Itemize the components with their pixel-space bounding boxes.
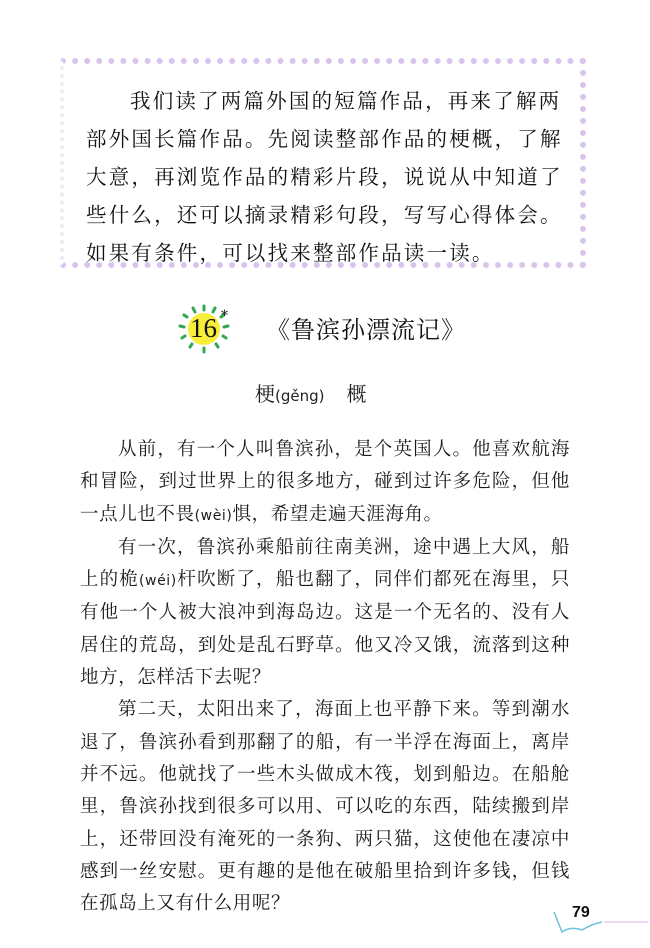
heading-char-2: 概 [346, 382, 367, 406]
synopsis-body [80, 434, 570, 920]
paragraph: 有一次，鲁滨孙乘船前往南美洲，途中遇上大风，船上的桅(wéi)杆吹断了，船也翻了，同伴们都死在海里，只有他一个人被大浪冲到海岛边。这是一个无名的、没有人居住的荒岛，到处是乱石野草。他又冷又饿，流落到这种地方，怎样活下去呢？ [80, 536, 570, 689]
pinyin-annotation: (wèi) [194, 507, 233, 524]
optional-marker: * [221, 308, 228, 324]
lesson-number-badge [178, 304, 236, 354]
lesson-header [0, 302, 650, 354]
lesson-number: 16 [190, 313, 217, 343]
paragraph: 从前，有一个人叫鲁滨孙，是个英国人。他喜欢航海和冒险，到过世界上的很多地方，碰到过许多危险，但他一点儿也不畏(wèi)惧，希望走遍天涯海角。 [80, 439, 570, 525]
intro-text: 我们读了两篇外国的短篇作品，再来了解两部外国长篇作品。先阅读整部作品的梗概，了解大意，再浏览作品的精彩片段，说说从中知道了些什么，还可以摘录精彩句段，写写心得体会。如果有条件，可以找来整部作品读一读。 [86, 89, 563, 265]
section-heading [255, 378, 366, 407]
heading-char-1: 梗 [255, 382, 275, 406]
heading-pinyin: (gěng) [275, 387, 325, 405]
paragraph: 第二天，太阳出来了，海面上也平静下来。等到潮水退了，鲁滨孙看到那翻了的船，有一半浮在海面上，离岸并不远。他就找了一些木头做成木筏，划到船边。在船舱里，鲁滨孙找到很多可以用、可以吃的东西，陆续搬到岸上，还带回没有淹死的一条狗、两只猫，这使他在凄凉中感到一丝安慰。更有趣的是他在破船里拾到许多钱，但钱在孤岛上又有什么用呢？ [80, 699, 570, 915]
intro-box [60, 58, 586, 268]
pinyin-annotation: (wéi) [138, 573, 177, 590]
open-book-icon [552, 900, 650, 940]
page-number: 79 [572, 904, 590, 921]
lesson-title: 《鲁滨孙漂流记》 [266, 316, 466, 344]
